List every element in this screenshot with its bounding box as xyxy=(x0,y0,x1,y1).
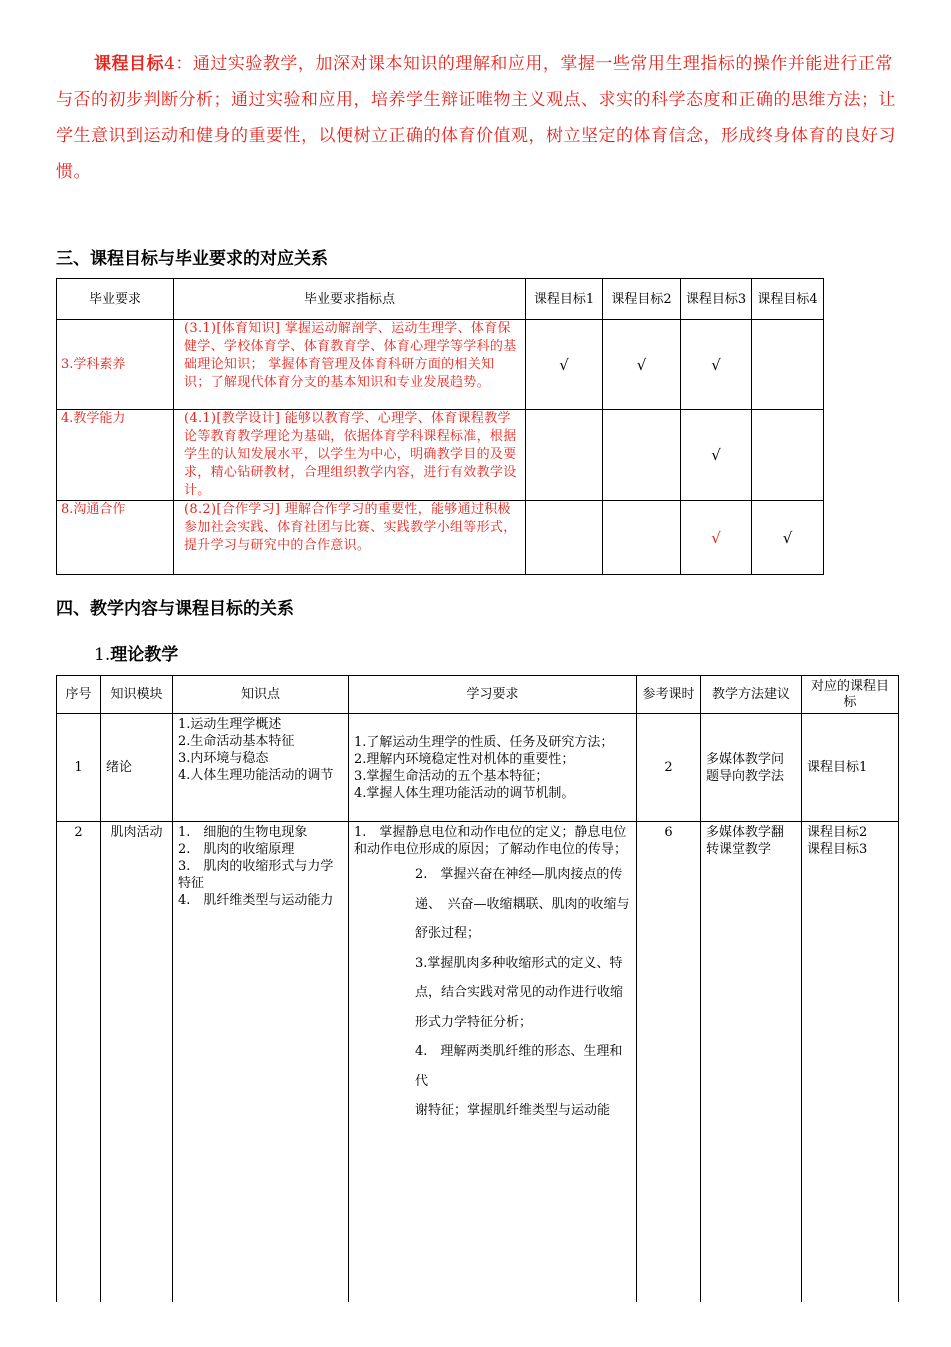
indicator-cell: (8.2)[合作学习] 理解合作学习的重要性，能够通过积极参加社会实践、体育社团与比赛、实践教学小组等形式，提升学习与研究中的合作意识。 xyxy=(174,501,526,575)
reference-hours: 6 xyxy=(637,822,701,1302)
course-goal-4-paragraph xyxy=(56,46,902,190)
learning-requirement: 1. 掌握静息电位和动作电位的定义；静息电位和动作电位形成的原因；了解动作电位的传导； xyxy=(354,825,628,857)
goal4-number: 4： xyxy=(164,54,193,74)
knowledge-point: 3.内环境与稳态 xyxy=(178,751,269,766)
header-cell: 知识模块 xyxy=(101,676,173,714)
row-number: 1 xyxy=(57,714,101,822)
knowledge-point: 4.人体生理功能活动的调节 xyxy=(178,768,334,783)
learning-requirements xyxy=(349,822,637,1302)
header-cell: 教学方法建议 xyxy=(701,676,802,714)
teaching-content-table xyxy=(56,675,899,1302)
knowledge-point: 1.运动生理学概述 xyxy=(178,717,282,732)
knowledge-module: 绪论 xyxy=(101,714,173,822)
subsection-heading xyxy=(94,640,178,665)
reference-hours: 2 xyxy=(637,714,701,822)
knowledge-point: 1. 细胞的生物电现象 xyxy=(178,825,308,840)
learning-requirement-line: 谢特征；掌握肌纤维类型与运动能 xyxy=(415,1103,611,1118)
knowledge-point: 2. 肌肉的收缩原理 xyxy=(178,842,295,857)
header-cell: 毕业要求指标点 xyxy=(174,279,526,320)
learning-requirement-line: 点，结合实践对常见的动作进行收缩 xyxy=(415,985,624,1000)
header-cell: 课程目标2 xyxy=(603,279,681,320)
learning-requirements xyxy=(349,714,637,822)
learning-requirement: 4.掌握人体生理功能活动的调节机制。 xyxy=(354,785,575,801)
knowledge-point: 2.生命活动基本特征 xyxy=(178,734,295,749)
learning-requirement-line: 舒张过程； xyxy=(415,926,481,941)
check-mark: √ xyxy=(681,501,752,575)
check-mark xyxy=(603,410,681,501)
table-row xyxy=(57,822,899,1302)
learning-requirement-line: 3.掌握肌肉多种收缩形式的定义、特 xyxy=(415,955,623,971)
check-mark xyxy=(526,410,603,501)
goal4-lead: 课程目标 xyxy=(94,54,164,74)
check-mark xyxy=(603,501,681,575)
check-mark: √ xyxy=(752,501,824,575)
learning-requirement-line: 2. 掌握兴奋在神经—肌肉接点的传 xyxy=(415,867,623,882)
row-number: 2 xyxy=(57,822,101,1302)
table-header-row xyxy=(57,279,824,320)
check-mark: √ xyxy=(526,320,603,410)
knowledge-point: 4. 肌纤维类型与运动能力 xyxy=(178,893,334,908)
course-goal: 课程目标2 xyxy=(807,825,868,840)
check-mark: √ xyxy=(603,320,681,410)
knowledge-points xyxy=(173,822,349,1302)
learning-requirement-lines xyxy=(349,860,636,1126)
course-goal: 课程目标3 xyxy=(807,842,868,857)
goals-requirements-table xyxy=(56,278,824,575)
subsection-number: 1. xyxy=(94,645,111,665)
table-row xyxy=(57,320,824,410)
check-mark: √ xyxy=(681,320,752,410)
learning-requirement-line: 4. 理解两类肌纤维的形态、生理和代 xyxy=(415,1044,623,1089)
check-mark: √ xyxy=(681,410,752,501)
check-mark xyxy=(526,501,603,575)
course-goals xyxy=(802,714,899,822)
course-goal: 课程目标1 xyxy=(807,760,868,775)
header-cell: 知识点 xyxy=(173,676,349,714)
requirement-cell: 8.沟通合作 xyxy=(57,501,174,575)
header-cell: 对应的课程目标 xyxy=(802,676,899,714)
header-cell: 参考课时 xyxy=(637,676,701,714)
subsection-title: 理论教学 xyxy=(110,645,179,665)
header-cell: 课程目标3 xyxy=(681,279,752,320)
knowledge-module: 肌肉活动 xyxy=(101,822,173,1302)
requirement-cell: 4.教学能力 xyxy=(57,410,174,501)
table-header-row xyxy=(57,676,899,714)
header-cell: 课程目标1 xyxy=(526,279,603,320)
requirement-cell: 3.学科素养 xyxy=(57,320,174,410)
table-row xyxy=(57,714,899,822)
table-row xyxy=(57,410,824,501)
goal4-text: 通过实验教学，加深对课本知识的理解和应用，掌握一些常用生理指标的操作并能进行正常与否的初步判断分析；通过实验和应用，培养学生辩证唯物主义观点、求实的科学态度和正确的思维方法；让学生意识到运动和健身的重要性，以便树立正确的体育价值观，树立坚定的体育信念，形成终身体育的良好习惯。 xyxy=(56,54,896,182)
knowledge-points xyxy=(173,714,349,822)
check-mark xyxy=(752,320,824,410)
learning-requirement-line: 递、 兴奋—收缩耦联、肌肉的收缩与 xyxy=(415,896,630,912)
table-row xyxy=(57,501,824,575)
knowledge-point: 3. 肌肉的收缩形式与力学特征 xyxy=(178,859,334,891)
learning-requirement: 1.了解运动生理学的性质、任务及研究方法； xyxy=(354,734,614,750)
course-goals xyxy=(802,822,899,1302)
indicator-cell: (4.1)[教学设计] 能够以教育学、心理学、体育课程教学论等教育教学理论为基础，依据体育学科课程标准，根据学生的认知发展水平，以学生为中心，明确教学目的及要求，精心钻研教材，合理组织教学内容，进行有效教学设计。 xyxy=(174,410,526,501)
header-cell: 学习要求 xyxy=(349,676,637,714)
header-cell: 课程目标4 xyxy=(752,279,824,320)
teaching-method: 多媒体教学翻转课堂教学 xyxy=(701,822,802,1302)
header-cell: 序号 xyxy=(57,676,101,714)
learning-requirement: 3.掌握生命活动的五个基本特征； xyxy=(354,768,549,784)
section-3-heading: 三、课程目标与毕业要求的对应关系 xyxy=(56,249,328,269)
section-4-heading: 四、教学内容与课程目标的关系 xyxy=(56,599,294,619)
teaching-method: 多媒体教学问题导向教学法 xyxy=(701,714,802,822)
indicator-cell: (3.1)[体育知识] 掌握运动解剖学、运动生理学、体育保健学、学校体育学、体育教育学、体育心理学等学科的基础理论知识； 掌握体育管理及体育科研方面的相关知识；了解现代体育分支的基本知识和专业发展趋势。 xyxy=(174,320,526,410)
learning-requirement-line: 形式力学特征分析； xyxy=(415,1014,533,1030)
check-mark xyxy=(752,410,824,501)
header-cell: 毕业要求 xyxy=(57,279,174,320)
learning-requirement: 2.理解内环境稳定性对机体的重要性； xyxy=(354,751,575,767)
